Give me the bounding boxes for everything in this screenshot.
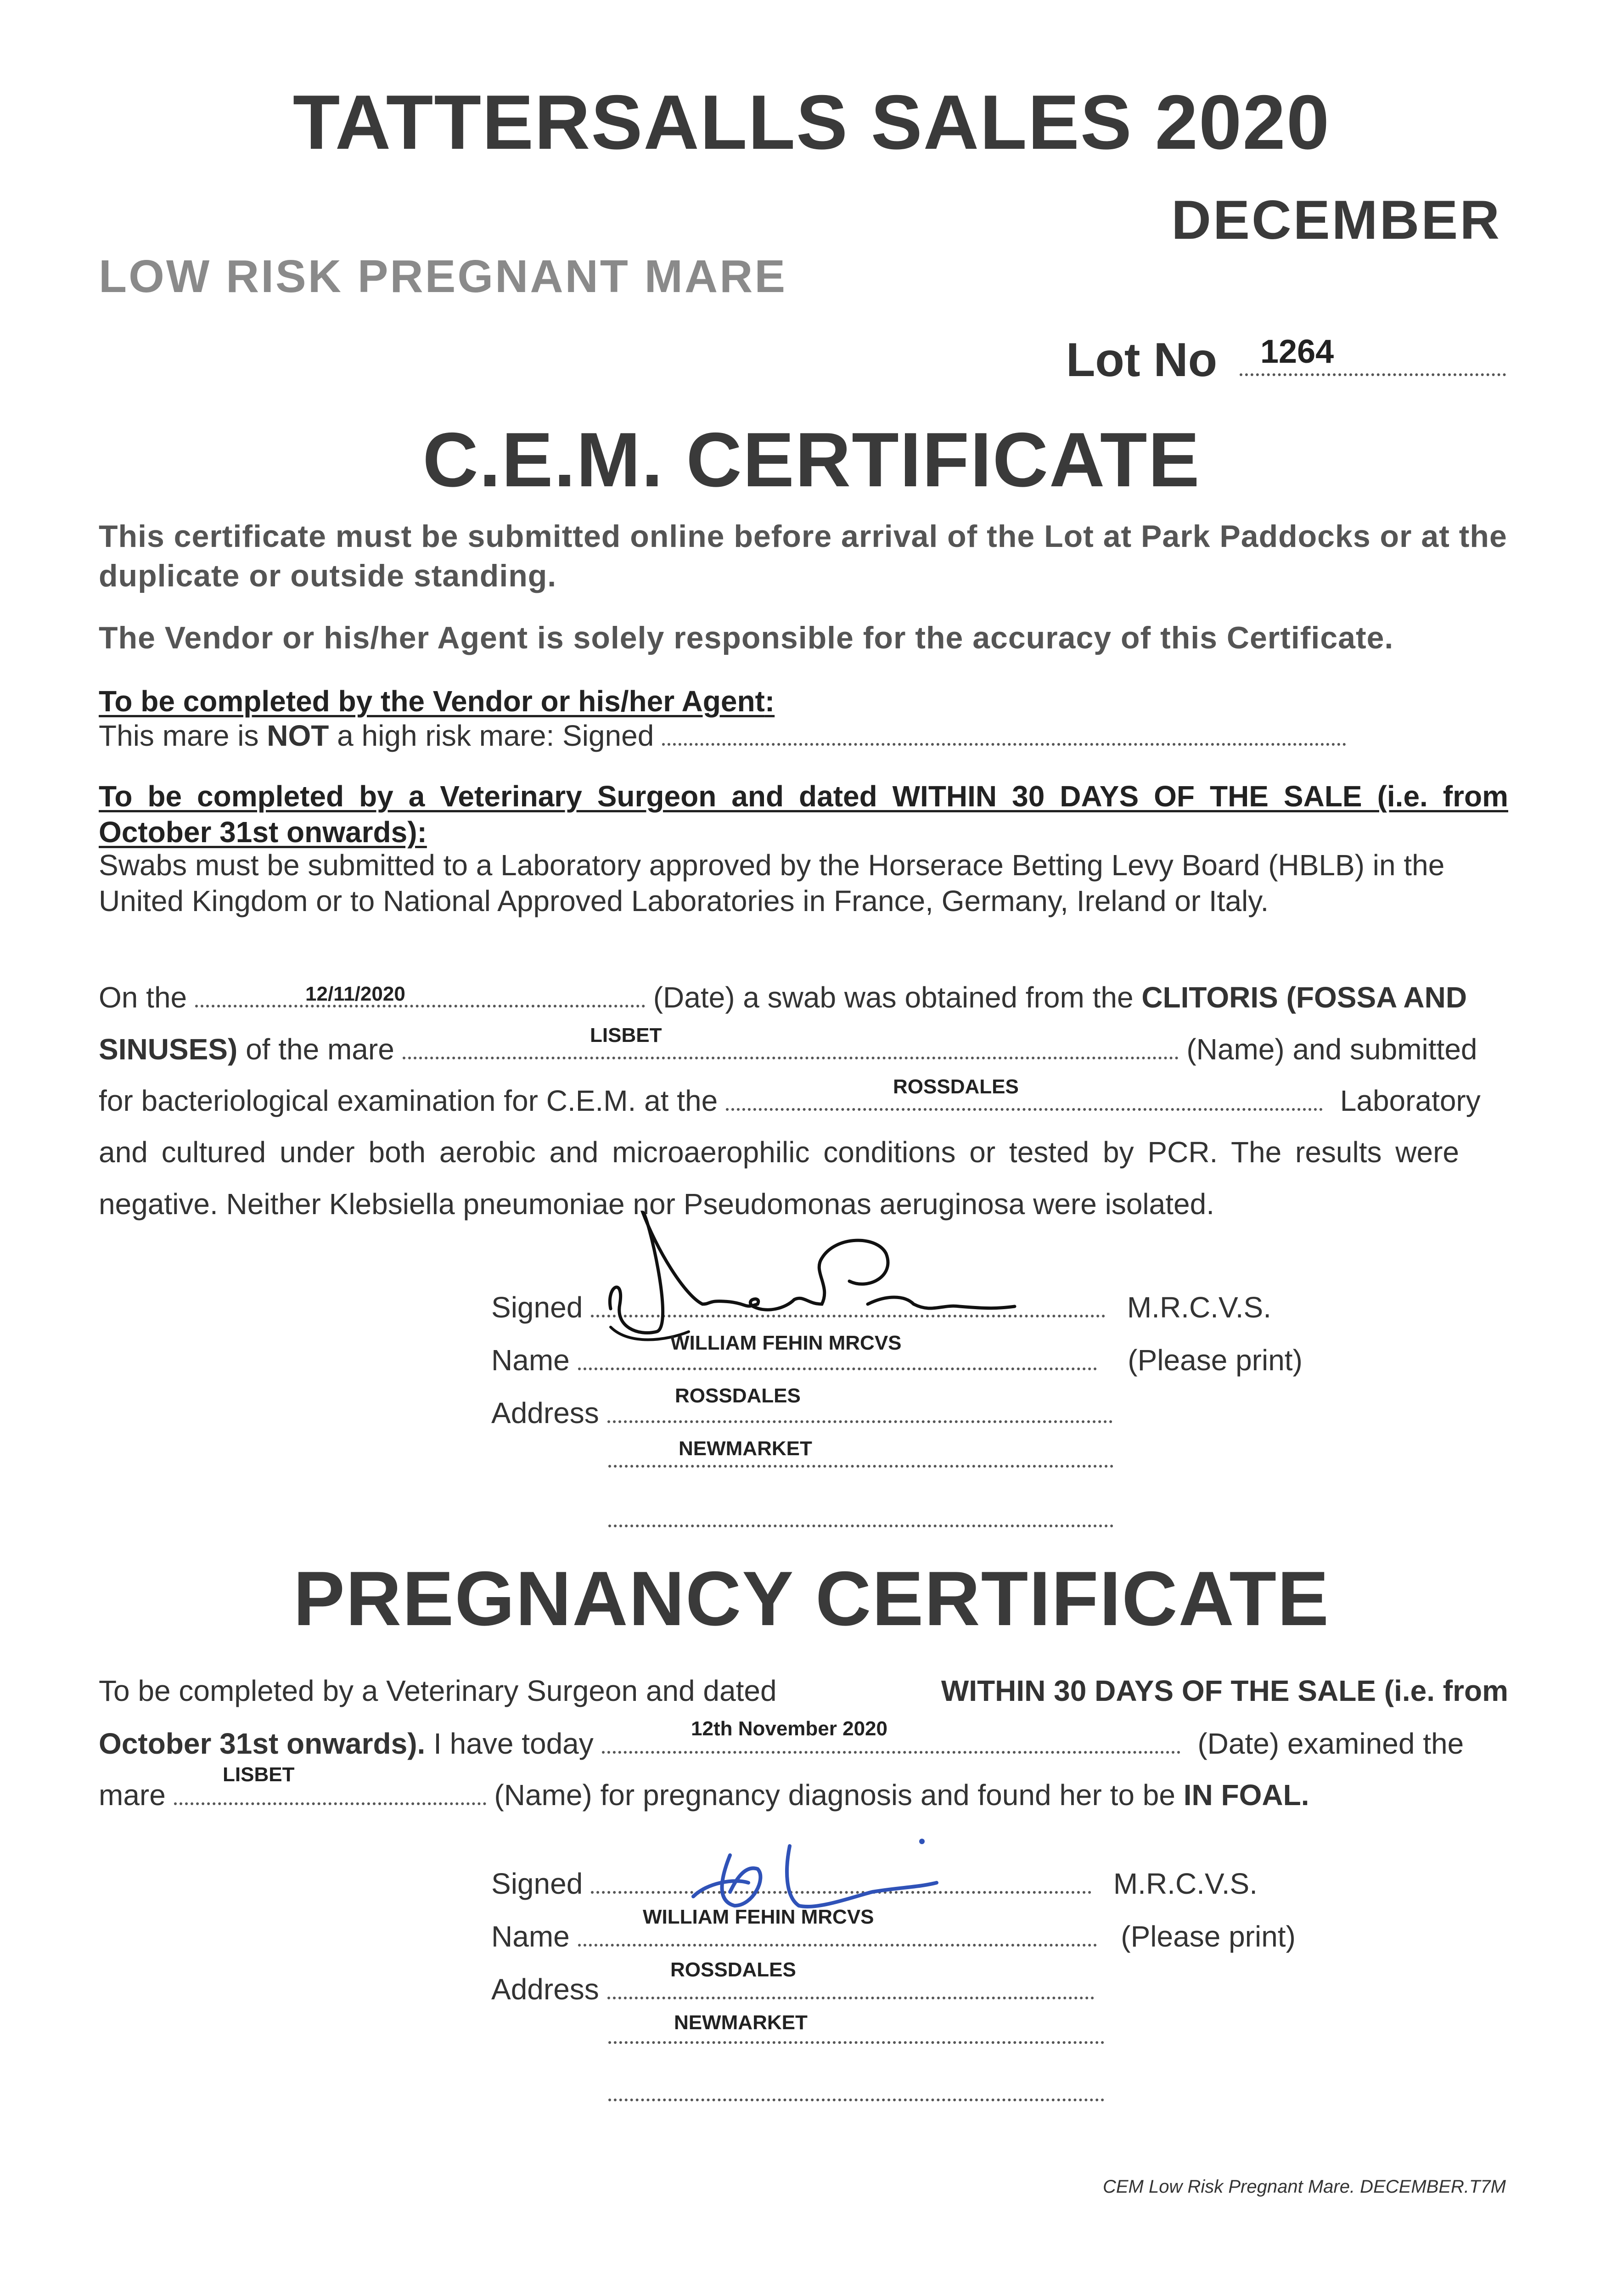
sale-month: DECEMBER: [1171, 189, 1501, 251]
preg-mare-prefix: mare: [99, 1778, 166, 1812]
preg-line-1a: To be completed by a Veterinary Surgeon and dated: [99, 1674, 777, 1707]
cem-title: C.E.M. CERTIFICATE: [422, 416, 1201, 503]
preg-address-2: NEWMARKET: [674, 2011, 808, 2034]
preg-line-2a: October 31st onwards).: [99, 1727, 426, 1760]
preg-name-label: Name: [491, 1920, 570, 1953]
preg-please-print: (Please print): [1121, 1920, 1296, 1953]
preg-mare-value: LISBET: [223, 1763, 295, 1786]
cem-address-dots-2: [608, 1465, 1113, 1468]
date-suffix: (Date) a swab was obtained from the: [653, 981, 1134, 1014]
footer-reference: CEM Low Risk Pregnant Mare. DECEMBER.T7M: [1102, 2177, 1506, 2197]
cem-intro-1: This certificate must be submitted online before arrival of the Lot at Park Paddocks or at the duplicate or outside standing.: [99, 519, 1507, 593]
negative-text: negative. Neither Klebsiella pneumoniae nor Pseudomonas aeruginosa were isolated.: [99, 1187, 1214, 1221]
of-the-mare-label: of the mare: [246, 1033, 394, 1066]
lot-dots: [1240, 373, 1506, 376]
preg-mrcvs: M.R.C.V.S.: [1113, 1867, 1258, 1900]
vendor-not: NOT: [267, 719, 329, 752]
cultured-text: and cultured under both aerobic and microaerophilic conditions or tested by PCR. The results were: [99, 1136, 1459, 1169]
cem-address-row: [491, 1396, 1112, 1430]
name-submitted-label: (Name) and submitted: [1186, 1033, 1477, 1066]
vet-heading: To be completed by a Veterinary Surgeon and dated WITHIN 30 DAYS OF THE SALE (i.e. from October 31st onwards):: [99, 780, 1508, 849]
pregnancy-title: PREGNANCY CERTIFICATE: [293, 1555, 1330, 1642]
cem-mare-row: [99, 1032, 1477, 1066]
vendor-line-rest: a high risk mare: Signed: [337, 719, 654, 752]
cem-signature: [592, 1194, 1088, 1350]
lot-label: Lot No: [1066, 333, 1218, 387]
cem-address-1: ROSSDALES: [675, 1384, 801, 1407]
cem-lab-value: ROSSDALES: [893, 1075, 1019, 1098]
mare-name-dots: [403, 1057, 1179, 1059]
cem-name-dots: [578, 1367, 1097, 1370]
clitoris-label-1: CLITORIS (FOSSA AND: [1141, 981, 1467, 1014]
preg-line-2b: I have today: [433, 1727, 594, 1760]
lab-dots: [726, 1108, 1323, 1111]
preg-line-2c: (Date) examined the: [1197, 1727, 1464, 1760]
preg-name-row: [491, 1919, 1296, 1953]
bact-prefix: for bacteriological examination for C.E.M. at the: [99, 1084, 718, 1117]
lot-number-value: 1264: [1260, 333, 1334, 370]
vendor-heading: To be completed by the Vendor or his/her Agent:: [99, 685, 775, 718]
preg-name-dots: [578, 1944, 1097, 1947]
preg-mare-suffix: (Name) for pregnancy diagnosis and found her to be: [494, 1778, 1175, 1812]
cem-date-value: 12/11/2020: [305, 983, 405, 1005]
sale-title: TATTERSALLS SALES 2020: [292, 79, 1331, 165]
cem-address-dots-3: [608, 1525, 1113, 1527]
preg-line-1b: WITHIN 30 DAYS OF THE SALE (i.e. from: [941, 1674, 1508, 1707]
category-label: LOW RISK PREGNANT MARE: [99, 251, 787, 302]
cem-mrcvs: M.R.C.V.S.: [1127, 1291, 1271, 1324]
preg-line-1: [99, 1674, 1508, 1708]
vendor-line-start: This mare is: [99, 719, 259, 752]
preg-date-value: 12th November 2020: [691, 1717, 887, 1740]
cem-intro-2: The Vendor or his/her Agent is solely responsible for the accuracy of this Certificate.: [99, 620, 1394, 655]
preg-name-value: WILLIAM FEHIN MRCVS: [643, 1906, 874, 1928]
clitoris-label-2: SINUSES): [99, 1033, 238, 1066]
cem-address-dots-1: [607, 1420, 1112, 1423]
cem-please-print: (Please print): [1128, 1344, 1303, 1377]
cem-name-label: Name: [491, 1344, 570, 1377]
preg-signed-label: Signed: [491, 1867, 583, 1900]
on-the-label: On the: [99, 981, 187, 1014]
cem-mare-value: LISBET: [590, 1024, 662, 1047]
lab-suffix: Laboratory: [1340, 1084, 1481, 1117]
date-dots: [195, 1005, 645, 1007]
cem-name-value: WILLIAM FEHIN MRCVS: [670, 1332, 902, 1354]
vendor-signature-dots: [662, 743, 1346, 746]
cem-address-2: NEWMARKET: [679, 1437, 812, 1460]
cem-signed-label: Signed: [491, 1291, 583, 1324]
preg-address-dots-3: [608, 2099, 1104, 2101]
preg-address-1: ROSSDALES: [670, 1958, 796, 1981]
preg-address-label: Address: [491, 1973, 599, 2006]
preg-date-dots: [602, 1751, 1180, 1754]
cem-date-row: [99, 980, 1467, 1014]
preg-in-foal: IN FOAL.: [1183, 1778, 1309, 1812]
preg-address-dots-2: [608, 2041, 1104, 2044]
swab-note: Swabs must be submitted to a Laboratory approved by the Horserace Betting Levy Board (HBLB) in the United Kingdom or to National Approved Laboratories in France, Germany, Ireland or Italy.: [99, 849, 1445, 917]
preg-address-dots-1: [607, 1997, 1094, 1999]
preg-mare-dots: [174, 1802, 486, 1805]
cem-address-label: Address: [491, 1396, 599, 1429]
cem-lab-row: [99, 1084, 1481, 1118]
vendor-declaration: [99, 719, 1346, 753]
